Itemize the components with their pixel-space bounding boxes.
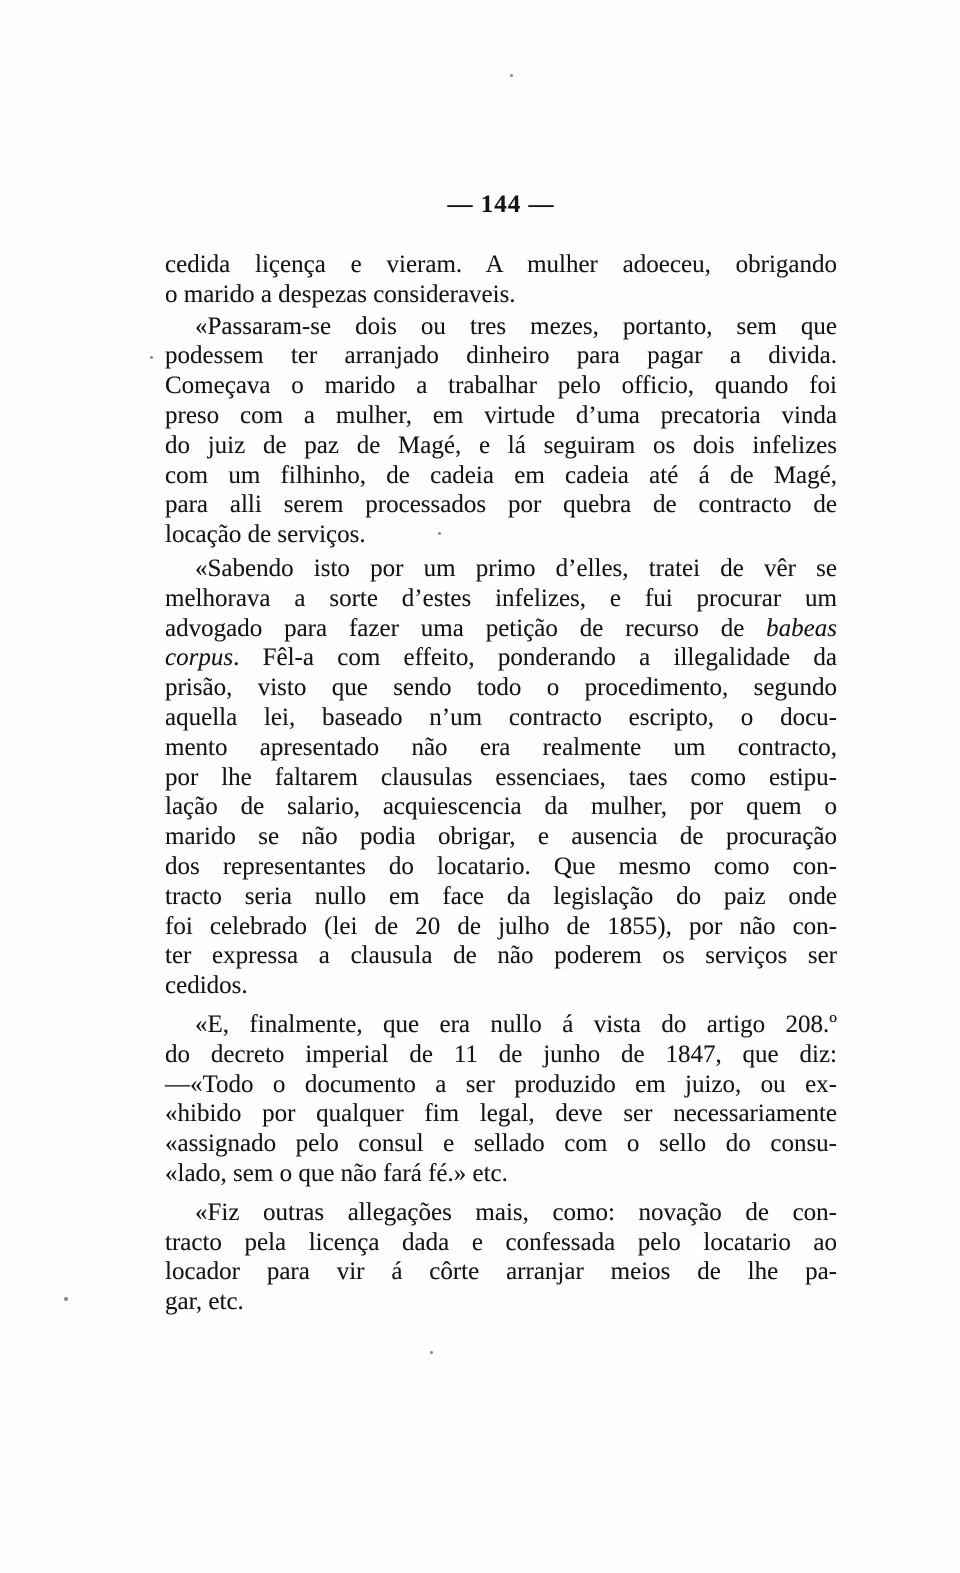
text-segment: «lado, sem o que não fará fé.» etc.	[165, 1159, 508, 1187]
text-line	[165, 792, 837, 822]
text-segment: «assignado pelo consul e sellado com o sello do consu-	[165, 1130, 837, 1158]
text-block	[165, 250, 837, 1317]
text-line	[165, 1198, 837, 1228]
text-line	[165, 431, 837, 461]
text-segment: gar, etc.	[165, 1288, 244, 1316]
text-segment: do decreto imperial de 11 de junho de 1847, que diz:	[165, 1040, 837, 1068]
text-line	[165, 852, 837, 882]
text-line	[165, 941, 837, 971]
scan-artifact-dot	[430, 1351, 433, 1354]
text-line	[165, 882, 837, 912]
italic-text: babeas	[766, 614, 837, 642]
text-line	[165, 703, 837, 733]
text-line	[165, 643, 837, 673]
text-segment: locador para vir á côrte arranjar meios de lhe pa-	[165, 1258, 837, 1286]
text-segment: para alli serem processados por quebra de contracto de	[165, 491, 837, 519]
text-line	[165, 1257, 837, 1287]
text-line	[165, 461, 837, 491]
text-line	[165, 971, 837, 1001]
text-line	[165, 1010, 837, 1040]
text-segment: advogado para fazer uma petição de recurso de	[165, 614, 767, 642]
text-segment: por lhe faltarem clausulas essenciaes, taes como estipu-	[165, 763, 837, 791]
text-segment: podessem ter arranjado dinheiro para pagar a divida.	[165, 342, 837, 370]
text-line	[165, 614, 837, 644]
text-line	[165, 490, 837, 520]
text-line	[165, 1070, 837, 1100]
text-segment: preso com a mulher, em virtude d’uma precatoria vinda	[165, 401, 837, 429]
text-segment: «hibido por qualquer fim legal, deve ser necessariamente	[165, 1100, 837, 1128]
text-segment: foi celebrado (lei de 20 de julho de 1855), por não con-	[165, 912, 837, 940]
text-line	[165, 1228, 837, 1258]
text-segment: cedida liçença e vieram. A mulher adoeceu, obrigando	[165, 251, 837, 278]
text-segment: dos representantes do locatario. Que mesmo como con-	[165, 852, 837, 880]
text-line	[165, 1287, 837, 1317]
text-line	[165, 822, 837, 852]
text-segment: . Fêl-a com effeito, ponderando a illegalidade da	[233, 644, 837, 672]
paragraph	[165, 312, 837, 550]
paragraph	[165, 1010, 837, 1189]
text-segment: do juiz de paz de Magé, e lá seguiram os dois infelizes	[165, 431, 837, 459]
text-line	[165, 1040, 837, 1070]
text-segment: lação de salario, acquiescencia da mulher, por quem o	[165, 793, 837, 821]
text-line	[165, 1129, 837, 1159]
text-line	[165, 912, 837, 942]
text-line	[165, 371, 837, 401]
scan-artifact-dot	[64, 1297, 68, 1301]
paragraph	[165, 1198, 837, 1317]
text-segment: prisão, visto que sendo todo o procedimento, segundo	[165, 674, 837, 702]
text-line	[165, 1099, 837, 1129]
text-segment: «Passaram-se dois ou tres mezes, portanto, sem que	[195, 312, 837, 340]
text-segment: locação de serviços.	[165, 521, 366, 549]
scan-artifact-dot	[510, 74, 513, 77]
text-line	[165, 312, 837, 342]
text-segment: melhorava a sorte d’estes infelizes, e fui procurar um	[165, 584, 837, 612]
text-line	[165, 763, 837, 793]
text-segment: mento apresentado não era realmente um contracto,	[165, 733, 837, 761]
text-segment: com um filhinho, de cadeia em cadeia até á de Magé,	[165, 461, 837, 489]
text-segment: «Fiz outras allegações mais, como: novação de con-	[195, 1198, 837, 1226]
paragraph	[165, 554, 837, 1001]
text-line	[165, 401, 837, 431]
text-line	[165, 554, 837, 584]
paragraph	[165, 250, 837, 310]
text-segment: cedidos.	[165, 972, 248, 1000]
text-line	[165, 341, 837, 371]
text-line	[165, 1159, 837, 1189]
text-line	[165, 250, 837, 280]
text-line	[165, 673, 837, 703]
scan-artifact-dot	[150, 356, 153, 359]
text-line	[165, 733, 837, 763]
text-segment: marido se não podia obrigar, e ausencia de procuração	[165, 823, 837, 851]
text-line	[165, 584, 837, 614]
text-segment: «Sabendo isto por um primo d’elles, tratei de vêr se	[195, 554, 837, 582]
text-segment: tracto pela licença dada e confessada pelo locatario ao	[165, 1228, 837, 1256]
text-line	[165, 520, 837, 550]
scan-artifact-dot	[438, 532, 441, 535]
text-segment: —«Todo o documento a ser produzido em juizo, ou ex-	[165, 1070, 837, 1098]
text-segment: ter expressa a clausula de não poderem os serviços ser	[165, 942, 837, 970]
text-segment: o marido a despezas consideraveis.	[165, 280, 516, 308]
italic-text: corpus	[165, 644, 234, 672]
text-segment: tracto seria nullo em face da legislação do paiz onde	[165, 882, 837, 910]
page-number: — 144 —	[447, 191, 555, 218]
text-segment: «E, finalmente, que era nullo á vista do artigo 208.º	[195, 1010, 837, 1038]
text-line	[165, 280, 837, 310]
text-segment: aquella lei, baseado n’um contracto escripto, o docu-	[165, 703, 837, 731]
text-segment: Começava o marido a trabalhar pelo officio, quando foi	[165, 372, 837, 400]
